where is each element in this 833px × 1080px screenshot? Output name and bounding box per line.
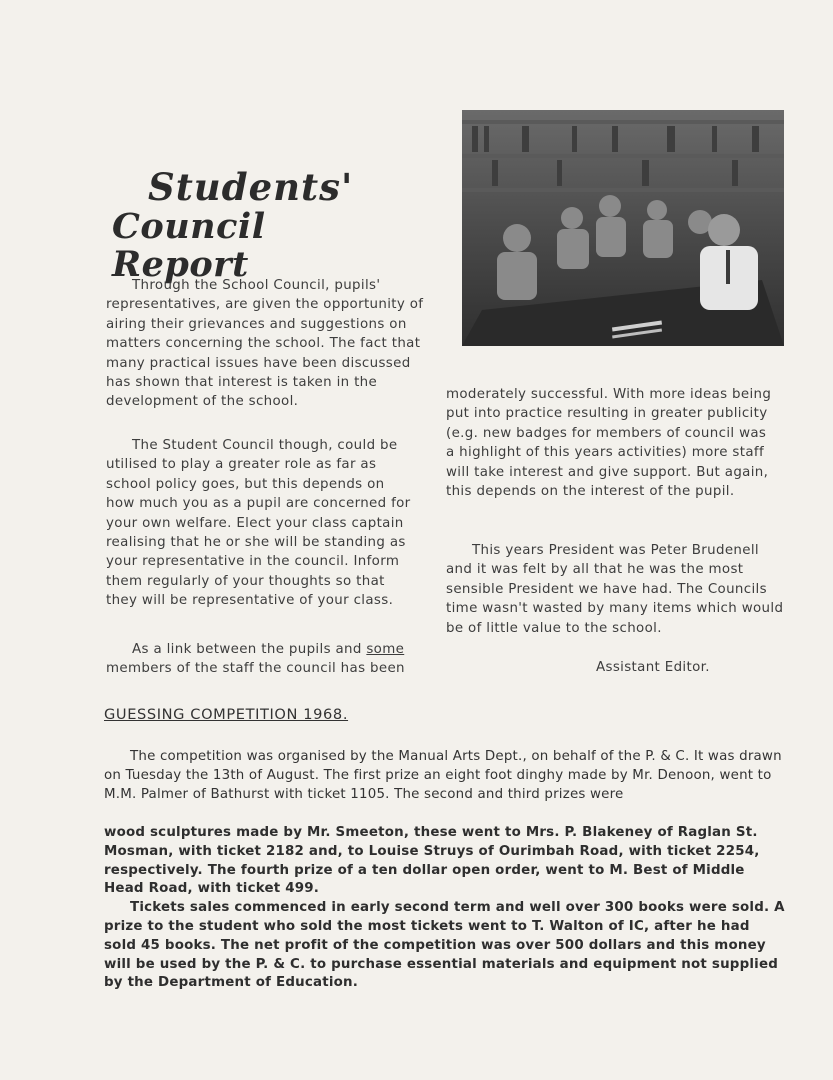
report-text-3 [106, 640, 426, 679]
report-text-3-end: members of the staff the council has been [106, 661, 405, 677]
report-text-2: The Student Council though, could be utilised to play a greater role as far as school policy goes, but this depends on how much you as a pupil are concerned for your own welfare. Elect your class captain realising that he or she will be standing as your representative in the council. Inform them regularly of your thoughts so that they will be representative of your class. [106, 438, 411, 609]
report-text-5: This years President was Peter Brudenell and it was felt by all that he was the most sensible President we have had. The Councils time wasn't wasted by many items which would be of little value to the school. [446, 543, 784, 636]
title-line-1: Students' [148, 165, 354, 209]
report-text-4: moderately successful. With more ideas being put into practice resulting in greater publicity (e.g. new badges for members of council was a highlight of this years activities) more staff will take interest and give support. But again, this depends on the interest of the pupil. [446, 387, 772, 500]
competition-text-1: The competition was organised by the Manual Arts Dept., on behalf of the P. & C. It was drawn on Tuesday the 13th of August. The first prize an eight foot dinghy made by Mr. Denoon, went to M.M. Palmer of Bathurst with ticket 1105. The second and third prizes were [104, 749, 782, 802]
report-text-1: Through the School Council, pupils' representatives, are given the opportunity of airing their grievances and suggestions on matters concerning the school. The fact that many practical issues have been discussed has shown that interest is taken in the development of the school. [106, 278, 424, 410]
report-paragraph-1 [106, 276, 424, 412]
page-title [112, 165, 412, 285]
report-paragraph-3 [106, 640, 426, 679]
report-text-3-underlined: some [366, 642, 405, 657]
report-text-3-start: As a link between the pupils and [132, 642, 367, 657]
competition-text-3: Tickets sales commenced in early second term and well over 300 books were sold. A prize to the student who sold the most tickets went to T. Walton of IC, after he had sold 45 books. The net profit of the competition was over 500 dollars and this money will be used by the P. & C. to purchase essential materials and equipment not supplied by the Department of Education. [104, 900, 785, 991]
report-signature: Assistant Editor. [596, 660, 710, 675]
council-photo [462, 110, 784, 346]
competition-paragraph-1 [104, 748, 786, 804]
report-paragraph-5 [446, 541, 784, 638]
title-line-2: Council Report [112, 205, 266, 285]
report-paragraph-2 [106, 436, 416, 611]
report-paragraph-4 [446, 385, 776, 501]
competition-heading: GUESSING COMPETITION 1968. [104, 706, 349, 723]
competition-text-2: wood sculptures made by Mr. Smeeton, these went to Mrs. P. Blakeney of Raglan St. Mosman, with ticket 2182 and, to Louise Struys of Ourimbah Road, with ticket 2254, respectively. The fourth prize of a ten dollar open order, went to M. Best of Middle Head Road, with ticket 499. [104, 825, 760, 897]
competition-paragraph-2 [104, 824, 786, 993]
